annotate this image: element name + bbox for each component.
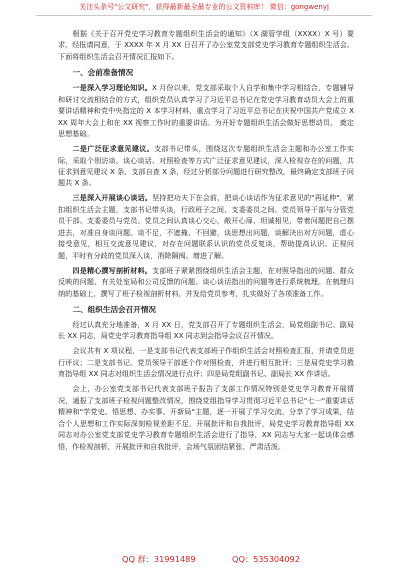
section-2-paragraph-2: 会议共有 X 项议程，一是支部书记代表支部班子作组织生活会对照检查汇报，并请党员进行评议；二是支部书记、党员领导干部逐个作对照检查，并进行相互批评；三是局党史学习教育指导组 XX 同志对组织生活会情况进行点评；四是局党组副书记、副局长 XX 作讲话。	[58, 346, 354, 379]
item-1-text: X 月份以来，党支部采取个人自学和集中学习相结合，专题辅导和研讨交流相结合的方式，组织党员认真学习了习近平总书记在党史学习教育动员大会上的重要讲话精神和党中央指定的 X 本学习材料，重点学习了习近平总书记在庆祝中国共产党成立 XXX 周年大会上和在 XX 视察工作时的重要讲话。为开好专题组织生活会做好思想动员、 奠定思想基础。	[58, 83, 355, 139]
item-4-paragraph	[58, 265, 354, 299]
intro-paragraph: 根据《关于召开党史学习教育专题组织生活会的通知》（X 湖管学组（XXXX）X 号）要求，经报请同意，于 XXXX 年 X 月 XX 日召开了办公室党支部党史学习教育专题组织生活会。下面将组织生活会召开情况汇报如下。	[58, 29, 354, 61]
document-body	[58, 28, 354, 456]
footer-qq-number: QQ：535304092	[232, 554, 300, 564]
section-2-paragraph-3: 会上，办公室党支部书记代表支部班子报告了支部工作情况特别是党史学习教育开展情况，通报了支部班子检视问题整改情况，围绕党组指导学习贯彻习近平总书记"七一"重要讲话精神和"学党史、悟思想、办实事、开新局"主题，逐一开展了学习交流、分享了学习成果，结合个人思想和工作实际深刻检视差距不足，开展批评和自我批评，局党史学习教育指导组 XX 同志对办公室党支部党史学习教育专题组织生活会进行了指导，XX 同志与大家一起谈体会感悟，作检视剖析，开展批评和自我批评，会场气氛团结紧张、严肃活泼。	[58, 384, 354, 451]
section-2-paragraph-1: 经过认真充分地准备，X 月 XX 日，党支部召开了专题组织生活会，局党组副书记、副局长 XX 同志，局党史学习教育指导组 XX 同志到会指导会议召开情况。	[58, 320, 354, 341]
section-2-title: 二、组织生活会召开情况	[72, 305, 157, 315]
section-1-title: 一、会前准备情况	[72, 68, 134, 78]
item-1-lead: 一是深入学习理论知识。	[72, 83, 152, 93]
footer-qq-group: QQ 群：31991489	[122, 554, 196, 564]
item-2-text: 支部书记带头，围绕这次专题组织生活会主题和办公室工作实际，采取个别访谈、谈心谈话、对照检查等方式广泛征求意见建议，深入检视存在的问题，共征求到意见建议 X 条，支部自查 X 条，经过分析部分问题进行研究整改，最终确定支部班子问题共 X 条。	[58, 144, 355, 188]
item-2-paragraph	[58, 143, 354, 189]
footer-contact	[0, 552, 408, 566]
item-4-text: 支部班子紧紧围绕组织生活会主题，在对照导指出的问题、群众反映的问题、有关处室局和公司反馈的问题、谈心谈话指出的问题等进行系统梳理。在梳理归纳的基础上，撰写了班子检视剖析材料，并发给党员参考，扎实做好了各项准备工作。	[58, 265, 355, 298]
item-3-lead: 三是深入开展谈心谈话。	[72, 193, 153, 203]
header-banner: 关注头条号"公文研究"，获得最新最全最专业的公文资料库！ 微信：gongwenyj	[79, 3, 329, 11]
header-divider	[36, 15, 372, 16]
item-1-paragraph	[58, 82, 354, 139]
item-3-paragraph	[58, 192, 354, 261]
item-3-text: 坚持把功夫下在会前，把谈心谈话作为征求意见的"再延伸"，紧扣组织生活会主题，支部书记带头谈，行政班子之间、支委委员之间、党员领导干部与分管党员干部、支委委员与党员、党员之间认真谈心交心，敞开心扉、坦诚相见，带着问题把自己摆进去，对准自身谈问题、谈不足，不遮掩、不回避，谈思想出问题，谈解决出对方问题，虚心接受意见，相互交流意见建议，对存在问题联系认识的党员反复谈，帮助提高认识、正视问题，平时有分歧的党员深入谈，消除隔阂、增进了解。	[58, 193, 354, 260]
item-4-lead: 四是精心撰写剖析材料。	[72, 265, 152, 275]
item-2-lead: 二是广泛征求意见建议。	[72, 144, 155, 154]
